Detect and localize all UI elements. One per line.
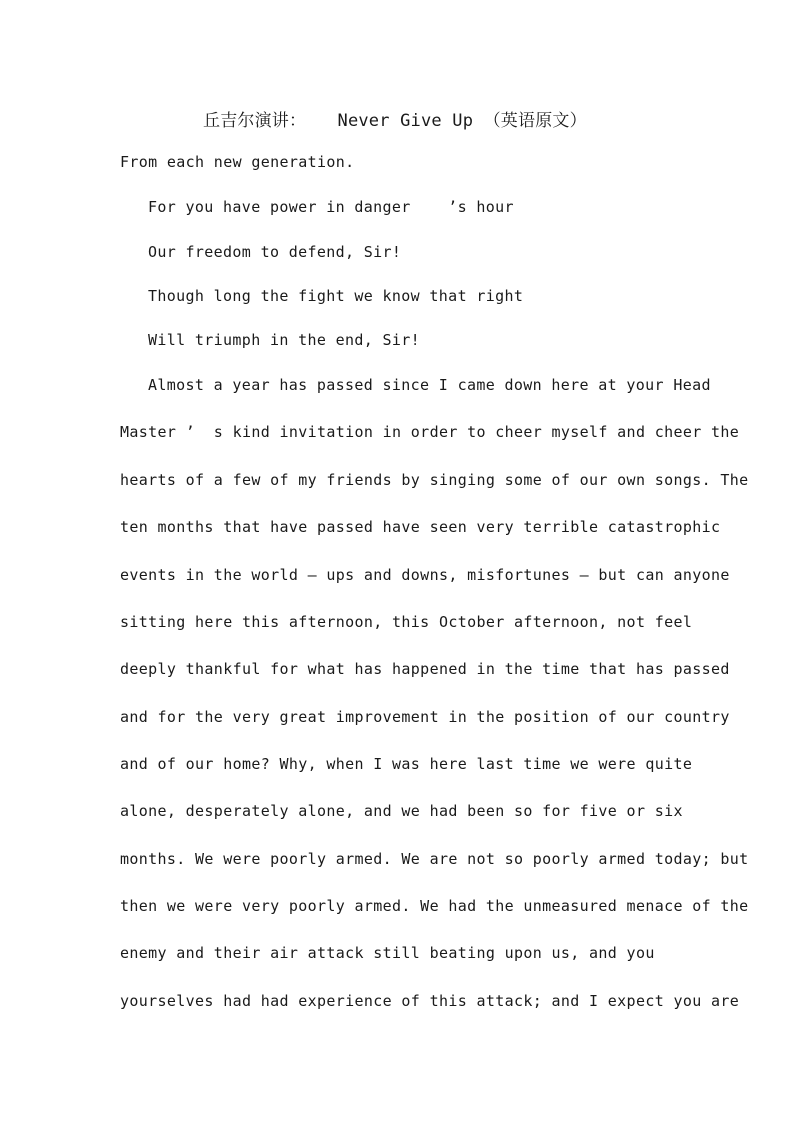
text-line: enemy and their air attack still beating upon us, and you [120, 944, 655, 962]
text-line: and for the very great improvement in the position of our country [120, 708, 730, 726]
text-line: alone, desperately alone, and we had been so for five or six [120, 802, 683, 820]
verse-line: Though long the fight we know that right [148, 287, 524, 305]
verse-line: Our freedom to defend, Sir! [148, 243, 402, 261]
text-line: hearts of a few of my friends by singing some of our own songs. The [120, 471, 749, 489]
text-line: Master ’ s kind invitation in order to cheer myself and cheer the [120, 423, 740, 441]
document-title: 丘吉尔演讲： Never Give Up （英语原文） [203, 111, 587, 131]
paragraph-first-line: Almost a year has passed since I came down here at your Head [148, 376, 711, 394]
text-line: ten months that have passed have seen very terrible catastrophic [120, 518, 721, 536]
text-line: From each new generation. [120, 153, 355, 171]
text-line: deeply thankful for what has happened in the time that has passed [120, 660, 730, 678]
text-line: then we were very poorly armed. We had the unmeasured menace of the [120, 897, 749, 915]
text-line: sitting here this afternoon, this October afternoon, not feel [120, 613, 693, 631]
text-line: events in the world – ups and downs, misfortunes – but can anyone [120, 566, 730, 584]
text-line: and of our home? Why, when I was here last time we were quite [120, 755, 693, 773]
text-line: yourselves had had experience of this attack; and I expect you are [120, 992, 740, 1010]
text-line: months. We were poorly armed. We are not so poorly armed today; but [120, 850, 749, 868]
verse-line: Will triumph in the end, Sir! [148, 331, 421, 349]
verse-line: For you have power in danger ’s hour [148, 198, 514, 216]
